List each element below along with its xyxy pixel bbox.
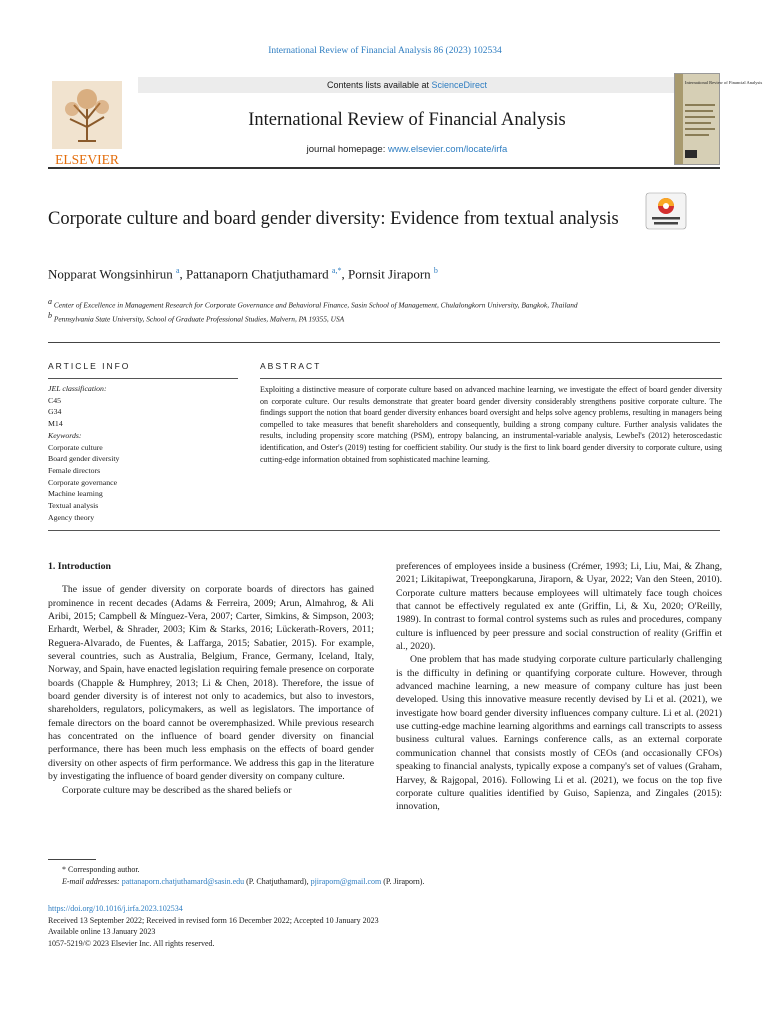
- article-info-heading: ARTICLE INFO: [48, 361, 131, 371]
- footnotes: [62, 864, 702, 888]
- email-owner: (P. Jiraporn).: [383, 877, 425, 886]
- affiliation-item: [48, 296, 668, 310]
- corresponding-author-note: * Corresponding author.: [62, 865, 140, 874]
- affiliation-item: [48, 310, 668, 324]
- masthead-band: [138, 77, 676, 163]
- body-paragraph: One problem that has made studying corporate culture particularly challenging is the difficulty in defining or quantifying corporate culture. However, through advanced machine learning, a new measure of company culture has just been developed. Using this innovative measure recently devised by Li et al. (2021), we investigate how board gender diversity influences company culture. Li et al. (2021) use cutting-edge machine learning algorithms and earnings call transcripts to assess business cultural values. Earnings conference calls, as an external corporate communication channel that consists mostly of CEOs (and occasionally CFOs) speaking to financial analysts, typically expose a company's set of values (Graham, Harvey, & Rajgopal, 2016). Following Li et al. (2021), we focus on the top five corporate culture qualities identified by Guiso, Sapienza, and Zingales (2015): innovation,: [396, 654, 722, 813]
- received-dates: Received 13 September 2022; Received in revised form 16 December 2022; Accepted 10 January 2023: [48, 915, 379, 925]
- affiliation-text: Pennsylvania State University, School of Graduate Professional Studies, Malvern, PA 19355, USA: [53, 314, 345, 324]
- keyword: Corporate culture: [48, 442, 103, 452]
- author-list: Nopparat Wongsinhirun $^a$, Pattanaporn Chatjuthamard $^{a,*}$, Pornsit Jiraporn $^b$: [48, 266, 438, 282]
- email-link[interactable]: pjiraporn@gmail.com: [310, 877, 382, 886]
- email-owner: (P. Chatjuthamard),: [246, 877, 309, 886]
- abstract-text: Exploiting a distinctive measure of corporate culture based on advanced machine learning, we investigate the effect of board gender diversity on corporate culture. Our results demonstrate that greater board gender diversity considerably strengthens positive corporate culture. The findings support the notion that board gender diversity enhances board oversight and helps solve agency problems, resulting in managers being compelled to take measures that benefit shareholders and consequently, building a strong company culture. Further analysis validates the results, including propensity score matching (PSM), entropy balancing, an instrumental-variable analysis, Lewbel's (2012) heteroscedastic identification, and Oster's (2019) testing for coefficient stability. Our study is the first to link board gender diversity to corporate culture, using cutting-edge information obtained from sophisticated machine learning.: [260, 385, 722, 464]
- homepage-link[interactable]: www.elsevier.com/locate/irfa: [388, 144, 508, 155]
- body-column-right: [396, 560, 722, 814]
- article-footer: [48, 903, 688, 949]
- abstract-heading: ABSTRACT: [260, 361, 322, 371]
- contents-bar: [138, 77, 676, 93]
- journal-homepage: [138, 144, 676, 155]
- affiliation-marker[interactable]: b: [433, 266, 438, 275]
- body-paragraph: Corporate culture may be described as the shared beliefs or: [62, 784, 292, 796]
- header-divider: [48, 342, 720, 343]
- section-heading-introduction: 1. Introduction: [48, 561, 111, 572]
- email-note: [62, 876, 702, 888]
- keywords-label: Keywords:: [48, 430, 82, 440]
- elsevier-logo: [48, 79, 126, 167]
- doi-link[interactable]: https://doi.org/10.1016/j.irfa.2023.102534: [48, 904, 183, 913]
- affiliations: [48, 296, 668, 325]
- footnote-divider: [48, 859, 96, 860]
- affiliation-sup: a: [48, 297, 52, 306]
- svg-text:International Review of Financ: International Review of Financial Analysis: [685, 80, 763, 85]
- affiliation-marker[interactable]: a: [175, 266, 180, 275]
- masthead-divider: [48, 167, 720, 169]
- keyword: Agency theory: [48, 512, 95, 522]
- journal-title: International Review of Financial Analysis: [248, 110, 566, 130]
- email-label: E-mail addresses:: [62, 877, 120, 886]
- homepage-label: journal homepage:: [306, 144, 388, 155]
- affiliation-marker[interactable]: a,*: [331, 266, 342, 275]
- abstract-divider: [260, 378, 722, 379]
- sciencedirect-link[interactable]: ScienceDirect: [431, 80, 488, 90]
- copyright: 1057-5219/© 2023 Elsevier Inc. All rights reserved.: [48, 938, 215, 948]
- author-name: Nopparat Wongsinhirun: [48, 266, 173, 282]
- keyword: Corporate governance: [48, 477, 118, 487]
- article-title: Corporate culture and board gender diversity: Evidence from textual analysis: [48, 209, 619, 229]
- jel-code: G34: [48, 407, 62, 417]
- jel-code: M14: [48, 419, 63, 429]
- check-for-updates-icon[interactable]: [646, 193, 686, 229]
- svg-text:ELSEVIER: ELSEVIER: [55, 152, 119, 167]
- journal-masthead: [48, 73, 763, 167]
- contents-text: Contents lists available at: [326, 80, 432, 90]
- abstract-bottom-divider: [48, 530, 720, 531]
- author-name: Pattanaporn Chatjuthamard: [186, 266, 329, 282]
- keyword: Machine learning: [48, 489, 103, 499]
- article-info-panel: [48, 383, 238, 523]
- jel-code: C45: [48, 395, 61, 405]
- author-name: Pornsit Jiraporn: [347, 266, 431, 282]
- jel-label: JEL classification:: [48, 384, 107, 393]
- keyword: Female directors: [48, 465, 101, 475]
- affiliation-sup: b: [48, 311, 52, 321]
- body-paragraph: preferences of employees inside a business (Crémer, 1993; Li, Liu, Mai, & Zhang, 2021; Likitapiwat, Treepongkaruna, Jiraporn, & Uyar, 2022; Van den Steen, 2010). Corporate culture matters because employees will ultimately face tough choices that cannot be effectively regulated ex ante (Griffin, Li, & Xu, 2020; O'Reilly, 1989). In contrast to formal control systems such as rules and procedures, company culture is influenced by peer pressure and social construction of reality (Griffin et al., 2020).: [396, 561, 722, 653]
- body-column-left: [48, 560, 374, 797]
- keyword: Textual analysis: [48, 501, 99, 511]
- journal-cover-thumbnail: [674, 73, 763, 165]
- keyword: Board gender diversity: [48, 454, 120, 464]
- email-link[interactable]: pattanaporn.chatjuthamard@sasin.edu: [121, 877, 245, 886]
- info-divider: [48, 378, 238, 379]
- online-date: Available online 13 January 2023: [48, 927, 156, 936]
- journal-reference-link[interactable]: International Review of Financial Analysis 86 (2023) 102534: [268, 46, 502, 56]
- body-paragraph: The issue of gender diversity on corporate boards of directors has gained prominence in recent decades (Adams & Ferreira, 2009; Arun, Almahrog, & Ali Aribi, 2015; Campbell & Mínguez-Vera, 2007; Carter, Simkins, & Simpson, 2003; Erhardt, Werbel, & Shrader, 2003; Kim & Starks, 2016; Lückerath-Rovers, 2011; Reguera-Alvarado, de Fuentes, & Laffarga, 2015; Sabatier, 2015). For example, several countries, such as Australia, Belgium, France, Germany, Iceland, Italy, Norway, and Spain, have enacted legislation requiring female presence on corporate boards (Chapple & Humphrey, 2013; Li & Chen, 2018). Therefore, the issue of board gender diversity is of interest not only to academics, but also to investors, shareholders, regulators, policymakers, as well as legislators. The importance of female directors on the board cannot be overemphasized. While previous research has concentrated on the influence of board gender diversity on financial performance, there has been much less emphasis on the effects of board gender diversity on other aspects of firm performance. We address this gap in the literature by investigating the influence of board gender diversity on company culture.: [48, 584, 374, 783]
- corresponding-text: Corresponding author.: [68, 865, 140, 874]
- affiliation-text: Center of Excellence in Management Research for Corporate Governance and Behavioral Finance, Sasin School of Management, Chulalongkorn University, Bangkok, Thailand: [53, 300, 578, 310]
